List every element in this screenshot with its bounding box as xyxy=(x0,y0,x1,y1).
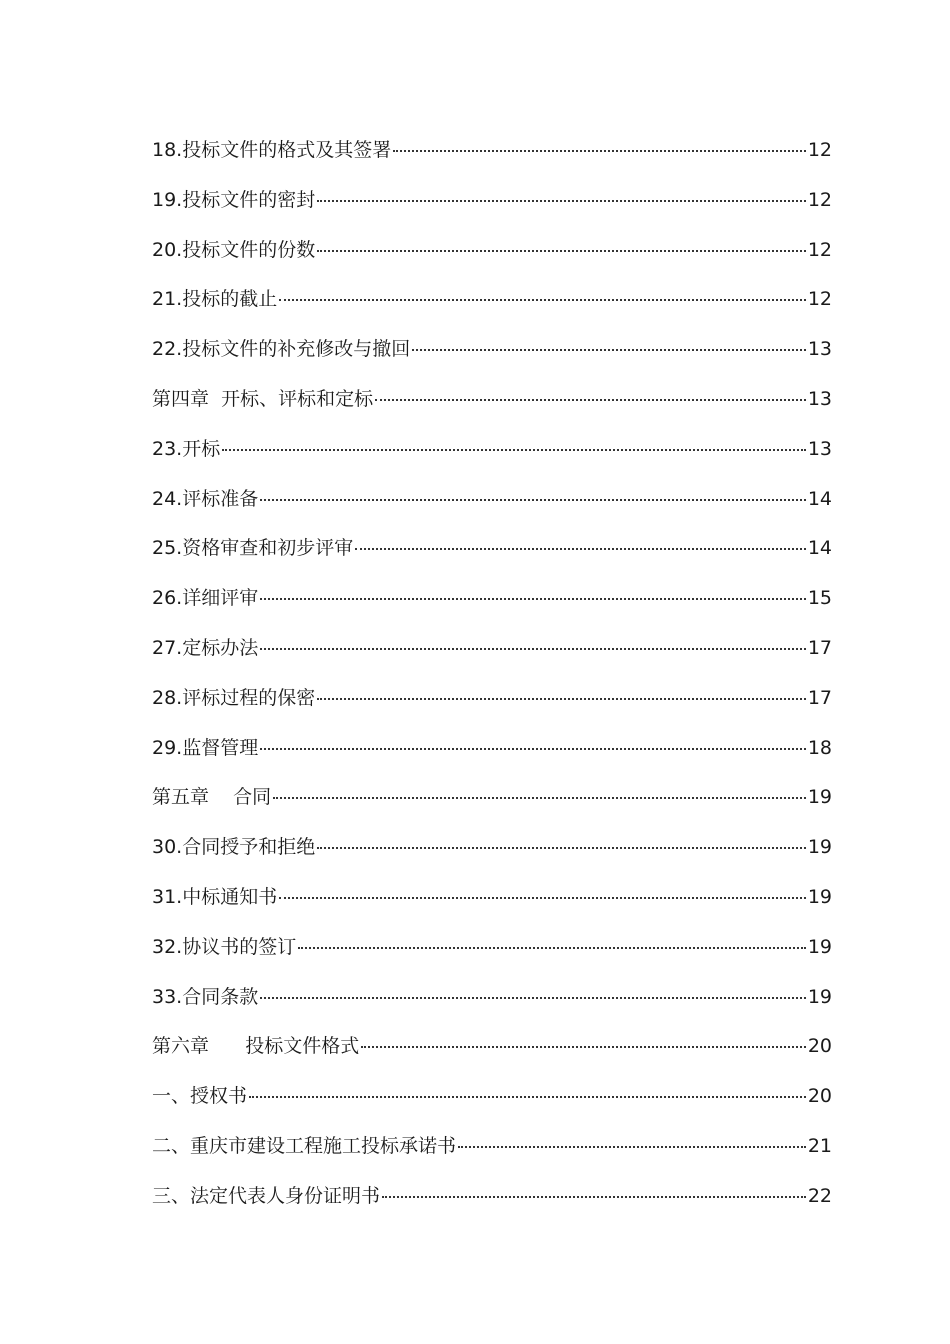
toc-dot-leader xyxy=(317,199,806,202)
toc-entry-title: 21.投标的截止 xyxy=(152,288,278,311)
toc-entry-title: 19.投标文件的密封 xyxy=(152,188,316,211)
toc-entry[interactable] xyxy=(152,480,832,530)
toc-entry-title: 30.合同授予和拒绝 xyxy=(152,836,316,859)
toc-entry[interactable] xyxy=(152,729,832,779)
toc-page-number: 20 xyxy=(807,1035,832,1058)
toc-entry-title: 27.定标办法 xyxy=(152,636,259,659)
toc-page-number: 12 xyxy=(807,188,832,211)
toc-page-number: 13 xyxy=(807,437,832,460)
toc-dot-leader xyxy=(260,747,806,750)
toc-dot-leader xyxy=(458,1145,806,1148)
toc-page-number: 20 xyxy=(807,1085,832,1108)
toc-entry[interactable] xyxy=(152,579,832,629)
toc-dot-leader xyxy=(317,846,806,849)
toc-page-number: 17 xyxy=(807,686,832,709)
toc-entry-title: 32.协议书的签订 xyxy=(152,935,297,958)
toc-entry-title: 第五章 合同 xyxy=(152,786,272,809)
toc-page-number: 14 xyxy=(807,537,832,560)
toc-dot-leader xyxy=(298,946,806,949)
toc-chapter-entry[interactable] xyxy=(152,1027,832,1077)
toc-entry-title: 三、法定代表人身份证明书 xyxy=(152,1184,381,1207)
toc-entry-title: 29.监督管理 xyxy=(152,736,259,759)
toc-page-number: 22 xyxy=(807,1184,832,1207)
toc-entry[interactable] xyxy=(152,928,832,978)
table-of-contents xyxy=(152,131,832,1227)
toc-dot-leader xyxy=(355,547,806,550)
toc-entry[interactable] xyxy=(152,529,832,579)
toc-entry[interactable] xyxy=(152,181,832,231)
toc-dot-leader xyxy=(273,796,806,799)
toc-entry-title: 第四章 开标、评标和定标 xyxy=(152,387,374,410)
toc-chapter-entry[interactable] xyxy=(152,778,832,828)
toc-entry-title: 20.投标文件的份数 xyxy=(152,238,316,261)
toc-dot-leader xyxy=(222,448,806,451)
toc-page-number: 19 xyxy=(807,935,832,958)
toc-dot-leader xyxy=(382,1195,806,1198)
toc-entry-title: 31.中标通知书 xyxy=(152,885,278,908)
toc-dot-leader xyxy=(412,348,806,351)
toc-dot-leader xyxy=(260,996,806,999)
toc-entry-title: 二、重庆市建设工程施工投标承诺书 xyxy=(152,1134,457,1157)
toc-entry-title: 28.评标过程的保密 xyxy=(152,686,316,709)
toc-entry[interactable] xyxy=(152,131,832,181)
toc-entry[interactable] xyxy=(152,629,832,679)
toc-entry[interactable] xyxy=(152,1177,832,1227)
toc-page-number: 12 xyxy=(807,238,832,261)
toc-page-number: 12 xyxy=(807,288,832,311)
toc-page-number: 17 xyxy=(807,636,832,659)
toc-page-number: 19 xyxy=(807,786,832,809)
toc-entry-title: 第六章 投标文件格式 xyxy=(152,1035,360,1058)
toc-entry-title: 22.投标文件的补充修改与撤回 xyxy=(152,338,411,361)
toc-page-number: 19 xyxy=(807,985,832,1008)
toc-entry[interactable] xyxy=(152,1077,832,1127)
toc-dot-leader xyxy=(317,697,806,700)
toc-entry[interactable] xyxy=(152,1127,832,1177)
toc-page-number: 19 xyxy=(807,836,832,859)
toc-entry-title: 24.评标准备 xyxy=(152,487,259,510)
toc-page-number: 21 xyxy=(807,1134,832,1157)
toc-dot-leader xyxy=(393,149,806,152)
toc-dot-leader xyxy=(260,647,806,650)
toc-entry-title: 一、授权书 xyxy=(152,1085,248,1108)
toc-entry-title: 25.资格审查和初步评审 xyxy=(152,537,354,560)
toc-entry[interactable] xyxy=(152,878,832,928)
toc-dot-leader xyxy=(375,398,806,401)
toc-chapter-entry[interactable] xyxy=(152,380,832,430)
toc-page-number: 13 xyxy=(807,338,832,361)
toc-dot-leader xyxy=(317,249,806,252)
toc-entry-title: 18.投标文件的格式及其签署 xyxy=(152,139,392,161)
toc-entry[interactable] xyxy=(152,679,832,729)
toc-dot-leader xyxy=(260,498,806,501)
toc-entry-title: 33.合同条款 xyxy=(152,985,259,1008)
toc-dot-leader xyxy=(279,298,806,301)
toc-page-number: 15 xyxy=(807,587,832,610)
toc-dot-leader xyxy=(249,1095,806,1098)
toc-entry-title: 26.详细评审 xyxy=(152,587,259,610)
toc-entry[interactable] xyxy=(152,828,832,878)
toc-entry[interactable] xyxy=(152,978,832,1028)
toc-page-number: 13 xyxy=(807,387,832,410)
toc-page-number: 19 xyxy=(807,885,832,908)
toc-page-number: 18 xyxy=(807,736,832,759)
toc-dot-leader xyxy=(279,896,806,899)
toc-page-number: 14 xyxy=(807,487,832,510)
toc-page-number: 12 xyxy=(807,139,832,161)
toc-entry[interactable] xyxy=(152,231,832,281)
toc-entry[interactable] xyxy=(152,280,832,330)
toc-entry[interactable] xyxy=(152,330,832,380)
toc-entry[interactable] xyxy=(152,430,832,480)
toc-dot-leader xyxy=(361,1045,806,1048)
toc-dot-leader xyxy=(260,597,806,600)
toc-entry-title: 23.开标 xyxy=(152,437,221,460)
